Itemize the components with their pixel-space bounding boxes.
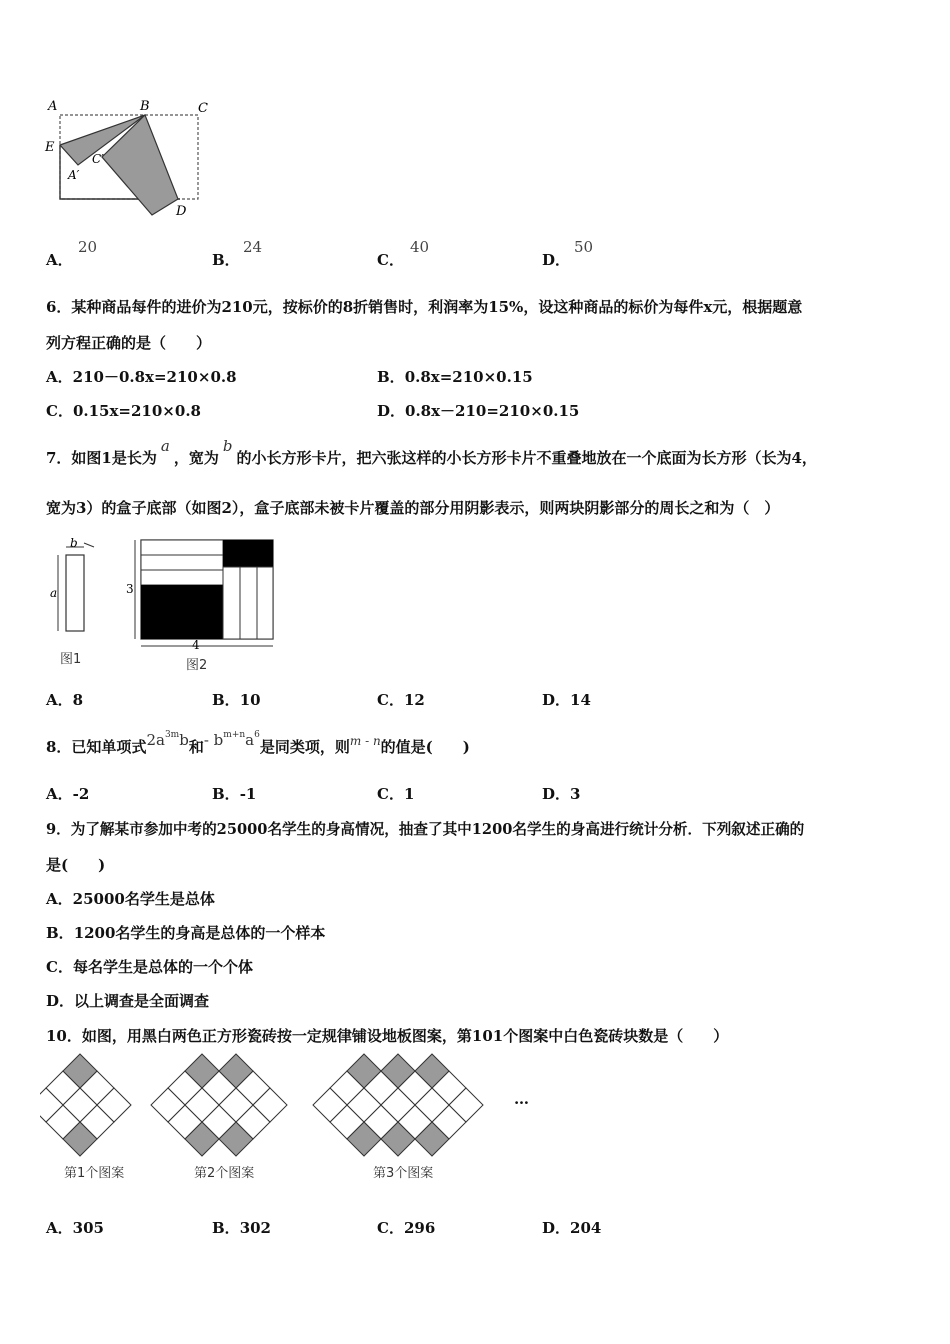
fig1-caption: 图1 (60, 652, 82, 667)
var-b: b (222, 437, 233, 455)
fold-figure (40, 95, 220, 225)
label-A-prime: A′ (68, 168, 80, 182)
q10-option-a[interactable]: A．305 (46, 1219, 104, 1237)
fig1-label-a: a (50, 586, 58, 600)
q5-option-d-value: 50 (574, 238, 594, 256)
q7-option-b[interactable]: B．10 (212, 691, 261, 709)
q6-option-a[interactable]: A．210－0.8x=210×0.8 (46, 368, 237, 386)
monomial-1: $2a^{3m}b$ (146, 730, 189, 749)
fig1-label-b: b (70, 536, 78, 550)
q7-option-c[interactable]: C．12 (377, 691, 425, 709)
q5-option-a[interactable]: A． (46, 251, 73, 269)
q5-option-b-value: 24 (243, 238, 263, 256)
q7-option-d[interactable]: D．14 (542, 691, 591, 709)
monomial-2: - $b^{m+n}a^6$ (203, 730, 260, 749)
label-E: E (45, 140, 55, 155)
q5-option-b[interactable]: B． (212, 251, 240, 269)
q8-option-c[interactable]: C．1 (377, 785, 415, 803)
q5-option-d[interactable]: D． (542, 251, 571, 269)
pattern-caption-3: 第3个图案 (373, 1166, 434, 1181)
q9-option-b[interactable]: B．1200名学生的身高是总体的一个样本 (46, 924, 326, 942)
pattern-ellipsis: … (514, 1090, 529, 1108)
q6-stem-line2: 列方程正确的是（ ） (46, 334, 212, 352)
q9-option-a[interactable]: A．25000名学生是总体 (46, 890, 215, 908)
q9-stem-line1: 9．为了解某市参加中考的25000名学生的身高情况，抽查了其中1200名学生的身高进行统计分析．下列叙述正确的 (46, 821, 805, 838)
q8-stem: 8．已知单项式$2a^{3m}b$和- $b^{m+n}a^6$是同类项，则$^{m - n}$的值是( ) (46, 730, 470, 756)
label-C-prime: C′ (92, 152, 104, 166)
q8-option-a[interactable]: A．-2 (46, 785, 90, 803)
q5-option-c[interactable]: C． (377, 251, 404, 269)
fig2-label-4: 4 (192, 638, 200, 652)
label-C: C (198, 101, 208, 116)
q10-stem: 10．如图，用黑白两色正方形瓷砖按一定规律铺设地板图案，第101个图案中白色瓷砖块数是（ ） (46, 1027, 729, 1045)
q7-stem-line2: 宽为3）的盒子底部（如图2），盒子底部未被卡片覆盖的部分用阴影表示，则两块阴影部分的周长之和为（ ） (46, 499, 780, 517)
shade-left (141, 585, 223, 639)
q8-option-b[interactable]: B．-1 (212, 785, 257, 803)
q7-stem-line1: 7．如图1是长为a，宽为b的小长方形卡片，把六张这样的小长方形卡片不重叠地放在一个底面为长方形（长为4， (46, 437, 817, 467)
expr-m-minus-n: m - n (349, 734, 381, 748)
label-D: D (176, 204, 187, 219)
q9-option-d[interactable]: D．以上调查是全面调查 (46, 992, 210, 1010)
q6-option-c[interactable]: C．0.15x=210×0.8 (46, 402, 201, 420)
q10-option-b[interactable]: B．302 (212, 1219, 271, 1237)
q6-option-b[interactable]: B．0.8x=210×0.15 (377, 368, 533, 386)
q6-stem-line1: 6．某种商品每件的进价为210元，按标价的8折销售时，利润率为15%，设这种商品的标价为每件x元，根据题意 (46, 298, 803, 316)
q5-option-a-value: 20 (78, 238, 98, 256)
q10-option-d[interactable]: D．204 (542, 1219, 602, 1237)
q8-option-d[interactable]: D．3 (542, 785, 581, 803)
q6-option-d[interactable]: D．0.8x－210=210×0.15 (377, 402, 580, 420)
label-B: B (140, 99, 150, 114)
q7-option-a[interactable]: A．8 (46, 691, 84, 709)
q9-option-c[interactable]: C．每名学生是总体的一个个体 (46, 958, 253, 976)
fig2-label-3: 3 (126, 582, 134, 596)
var-a: a (160, 437, 170, 455)
q10-option-c[interactable]: C．296 (377, 1219, 436, 1237)
label-A: A (48, 99, 58, 114)
pattern-caption-1: 第1个图案 (64, 1166, 125, 1181)
pattern-caption-2: 第2个图案 (194, 1166, 255, 1181)
fig2-caption: 图2 (186, 658, 208, 673)
shade-right (223, 540, 273, 567)
q5-option-c-value: 40 (410, 238, 430, 256)
q9-stem-line2: 是( ) (46, 856, 106, 874)
small-card (66, 555, 84, 631)
